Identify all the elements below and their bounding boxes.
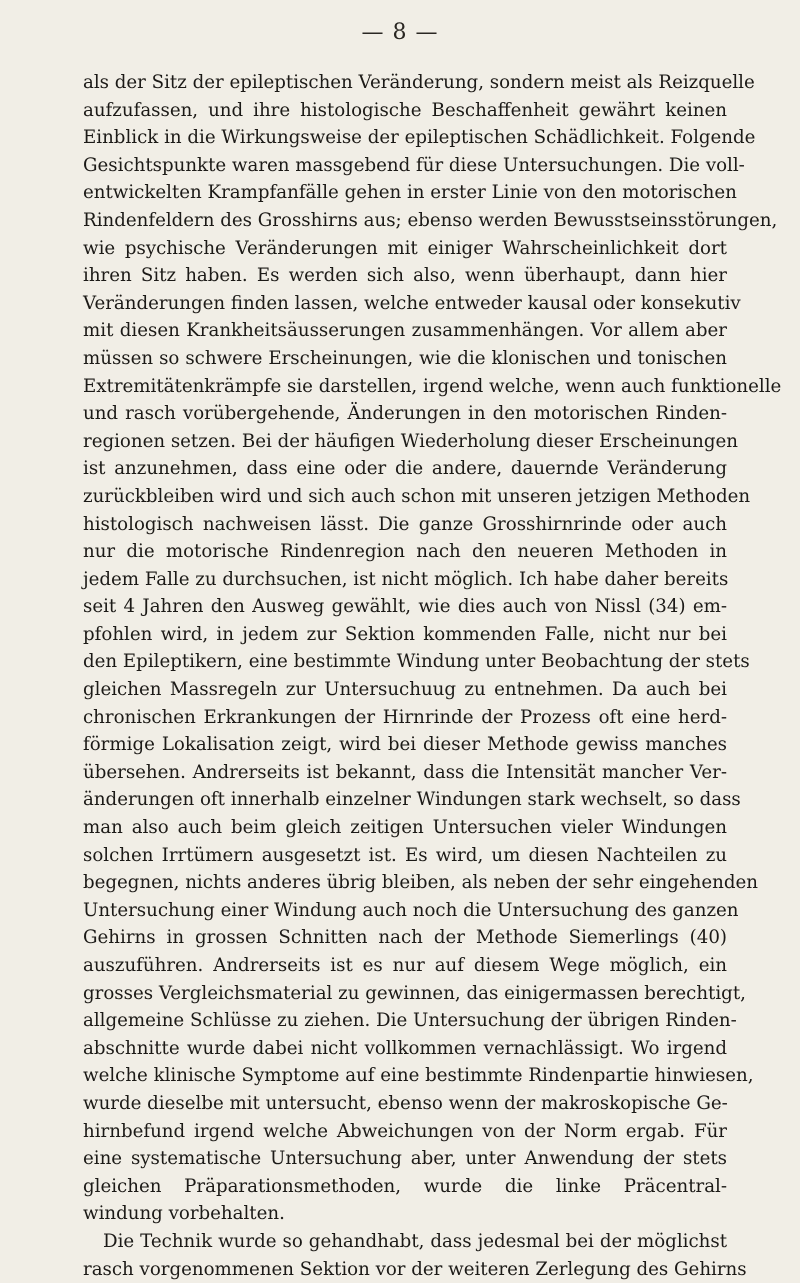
text-line: zurückbleiben wird und sich auch schon mit unseren jetzigen Methoden — [83, 485, 751, 507]
text-line: aufzufassen, und ihre histologische Beschaffenheit gewährt keinen — [83, 99, 727, 121]
text-line: abschnitte wurde dabei nicht vollkommen vernachlässigt. Wo irgend — [83, 1037, 727, 1059]
text-line: regionen setzen. Bei der häufigen Wiederholung dieser Erscheinungen — [83, 430, 738, 452]
text-line: als der Sitz der epileptischen Veränderung, sondern meist als Reizquelle — [83, 72, 755, 93]
text-line: übersehen. Andrerseits ist bekannt, dass die Intensität mancher Ver- — [83, 761, 727, 783]
text-line: entwickelten Krampfanfälle gehen in erster Linie von den motorischen — [83, 182, 737, 204]
text-line: und rasch vorübergehende, Änderungen in den motorischen Rinden- — [83, 403, 727, 425]
text-line: Gehirns in grossen Schnitten nach der Methode Siemerlings (40) — [83, 927, 727, 949]
text-line: Einblick in die Wirkungsweise der epileptischen Schädlichkeit. Folgende — [83, 127, 756, 149]
text-line: jedem Falle zu durchsuchen, ist nicht möglich. Ich habe daher bereits — [83, 568, 729, 590]
text-line: wie psychische Veränderungen mit einiger Wahrscheinlichkeit dort — [83, 237, 727, 259]
text-line: änderungen oft innerhalb einzelner Windungen stark wechselt, so dass — [83, 789, 741, 811]
text-line: Extremitätenkrämpfe sie darstellen, irgend welche, wenn auch funktionelle — [83, 375, 782, 397]
text-line: eine systematische Untersuchung aber, unter Anwendung der stets — [83, 1148, 727, 1170]
text-line: ihren Sitz haben. Es werden sich also, wenn überhaupt, dann hier — [83, 265, 727, 287]
text-line: solchen Irrtümern ausgesetzt ist. Es wird, um diesen Nachteilen zu — [83, 844, 727, 866]
text-line: hirnbefund irgend welche Abweichungen von der Norm ergab. Für — [83, 1120, 727, 1142]
text-line: Untersuchung einer Windung auch noch die Untersuchung des ganzen — [83, 899, 739, 921]
text-line: Gesichtspunkte waren massgebend für diese Untersuchungen. Die voll- — [83, 154, 745, 176]
text-line: pfohlen wird, in jedem zur Sektion kommenden Falle, nicht nur bei — [83, 623, 727, 645]
text-line: windung vorbehalten. — [83, 1203, 285, 1225]
text-line: Veränderungen finden lassen, welche entweder kausal oder konsekutiv — [83, 292, 741, 314]
text-line: Rindenfeldern des Grosshirns aus; ebenso werden Bewusstseinsstörungen, — [83, 209, 778, 231]
text-line: begegnen, nichts anderes übrig bleiben, als neben der sehr eingehenden — [83, 872, 758, 894]
text-line: wurde dieselbe mit untersucht, ebenso wenn der makroskopische Ge- — [83, 1092, 728, 1114]
text-line: mit diesen Krankheitsäusserungen zusammenhängen. Vor allem aber — [83, 320, 727, 342]
text-line: nur die motorische Rindenregion nach den neueren Methoden in — [83, 541, 727, 563]
text-line: chronischen Erkrankungen der Hirnrinde der Prozess oft eine herd- — [83, 706, 727, 728]
text-line: müssen so schwere Erscheinungen, wie die klonischen und tonischen — [83, 347, 727, 369]
text-line: gleichen Massregeln zur Untersuchuug zu entnehmen. Da auch bei — [83, 679, 727, 701]
text-line: allgemeine Schlüsse zu ziehen. Die Untersuchung der übrigen Rinden- — [83, 1010, 737, 1032]
text-line: man also auch beim gleich zeitigen Untersuchen vieler Windungen — [83, 817, 727, 839]
text-line: grosses Vergleichsmaterial zu gewinnen, das einigermassen berechtigt, — [83, 982, 746, 1004]
text-line: den Epileptikern, eine bestimmte Windung unter Beobachtung der stets — [83, 651, 750, 673]
text-line: auszuführen. Andrerseits ist es nur auf diesem Wege möglich, ein — [83, 955, 727, 976]
body-text — [83, 69, 782, 1283]
text-line: gleichen Präparationsmethoden, wurde die linke Präcentral- — [83, 1175, 727, 1197]
text-line: Die Technik wurde so gehandhabt, dass jedesmal bei der möglichst — [103, 1230, 727, 1252]
page-number: — 8 — — [361, 20, 439, 45]
text-line: histologisch nachweisen lässt. Die ganze Grosshirnrinde oder auch — [83, 513, 727, 535]
text-line: welche klinische Symptome auf eine bestimmte Rindenpartie hinwiesen, — [83, 1065, 754, 1087]
text-line: ist anzunehmen, dass eine oder die andere, dauernde Veränderung — [83, 458, 727, 480]
text-line: seit 4 Jahren den Ausweg gewählt, wie dies auch von Nissl (34) em- — [83, 596, 727, 618]
text-line: rasch vorgenommenen Sektion vor der weiteren Zerlegung des Gehirns — [83, 1258, 747, 1280]
text-line: förmige Lokalisation zeigt, wird bei dieser Methode gewiss manches — [83, 734, 727, 756]
